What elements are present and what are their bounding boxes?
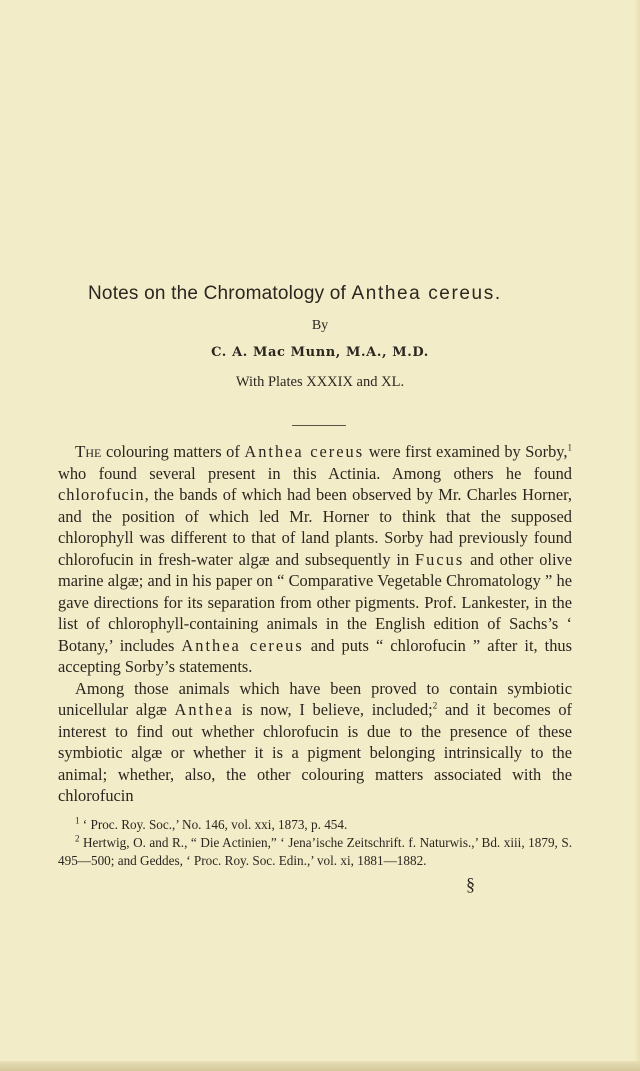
text-run: Among those animals which have been proved to contain symbiotic unicellular algæ [58,678,572,719]
article-body [58,441,572,807]
species-name: Anthea cereus [181,635,304,655]
text-run: and other olive marine algæ; and in his paper on “ Comparative Vegetable Chromatology ” he gave directions for its separation from other pigments. Prof. Lankester, in the list of chlorophyll-containing animals in the English edition of Sachs’s ‘ Botany,’ includes [58,549,572,655]
title-species: Anthea cereus. [351,283,502,304]
text-run: and puts “ chlorofucin ” after it, thus accepting Sorby’s statements. [58,635,572,676]
footnote-text: Hertwig, O. and R., “ Die Actinien,” ‘ Jena’ische Zeitschrift. f. Naturwis.,’ Bd. xiii, 1879, S. 495—500; and Geddes, ‘ Proc. Roy. Soc. Edin.,’ vol. xi, 1881—1882. [58,835,572,868]
page-edge [634,0,640,1071]
text-run: and it becomes of interest to find out whether chlorofucin is due to the presence of these symbiotic algæ or whether it is a pigment belonging intrinsically to the animal; whether, also, the other colouring matters associated with the chlorofucin [58,700,572,805]
footnote-ref-2: 2 [432,700,438,711]
footnotes [58,816,572,870]
pigment-name: chlorofucin [58,485,145,504]
title-text: Notes on the Chromatology of [88,283,352,304]
genus-name: Anthea [174,700,234,719]
text-run: is now, I believe, included; [233,700,433,719]
article-title [88,283,568,305]
footnote-mark: 2 [75,833,80,844]
section-mark: § [466,874,475,894]
footnote-2 [58,834,572,870]
paragraph-2 [58,678,572,807]
genus-name: Fucus [415,549,465,569]
text-run: were first examined by Sorby, [364,442,568,461]
paragraph-1 [58,441,572,678]
text-run: colouring matters of [101,442,245,461]
footnote-mark: 1 [75,815,80,826]
title-rule [292,425,346,426]
species-name: Anthea cereus [244,442,365,461]
plates-note: With Plates XXXIX and XL. [235,374,405,390]
byline: By [311,318,329,333]
text-run: , the bands of which had been observed by Mr. Charles Horner, and the position of which led Mr. Horner to think that the supposed chlorophyll was different to that of land plants. Sorby had previously found chlorofucin in fresh-water algæ and subsequently in [58,485,572,569]
text-run: who found several present in this Actinia. Among others he found [58,463,572,483]
drop-lead: The [75,442,102,461]
footnote-ref-1: 1 [567,442,572,453]
page-bottom-edge [0,1061,640,1071]
footnote-1 [58,816,572,834]
author-name: C. A. Mac Munn, M.A., M.D. [211,345,429,360]
footnote-text: ‘ Proc. Roy. Soc.,’ No. 146, vol. xxi, 1873, p. 454. [79,817,348,832]
